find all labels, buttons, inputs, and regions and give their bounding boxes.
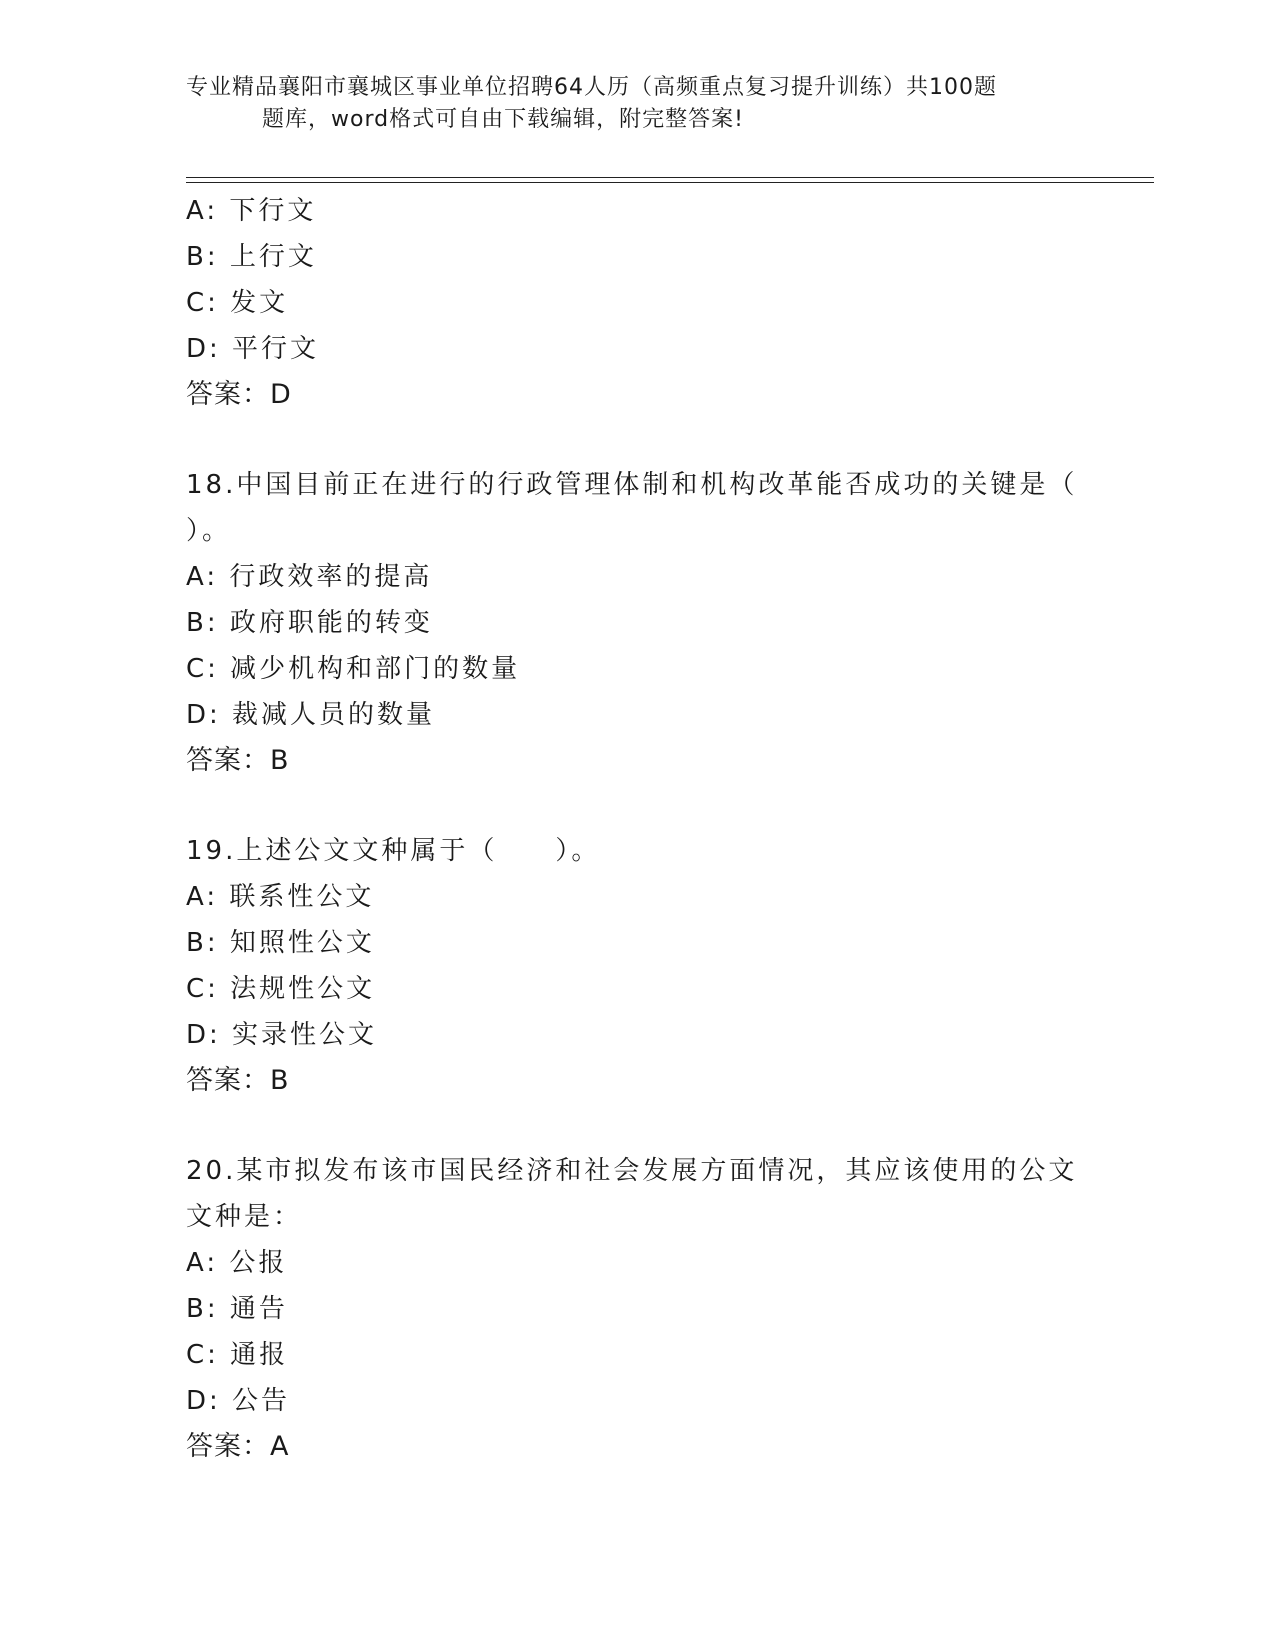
question-text-line: 20.某市拟发布该市国民经济和社会发展方面情况，其应该使用的公文	[186, 1156, 1078, 1186]
option-a: A: 下行文	[186, 196, 317, 226]
option-a: A: 公报	[186, 1248, 288, 1278]
answer: 答案：A	[186, 1431, 290, 1462]
header-line-1: 专业精品襄阳市襄城区事业单位招聘64人历（高频重点复习提升训练）共100题	[186, 75, 997, 100]
option-c: C: 法规性公文	[186, 974, 376, 1004]
option-b: B: 上行文	[186, 242, 317, 272]
header-divider-top	[186, 177, 1154, 178]
answer: 答案：B	[186, 745, 290, 776]
question-20	[186, 1148, 1086, 1470]
question-18	[186, 462, 1086, 784]
question-19	[186, 828, 1086, 1104]
option-c: C: 通报	[186, 1340, 289, 1370]
option-d: D: 实录性公文	[186, 1020, 378, 1050]
question-17-partial	[186, 188, 1086, 418]
option-a: A: 行政效率的提高	[186, 562, 433, 592]
option-b: B: 政府职能的转变	[186, 608, 433, 638]
question-text-line: 文种是：	[186, 1202, 303, 1232]
question-text-line: 18.中国目前正在进行的行政管理体制和机构改革能否成功的关键是（	[186, 470, 1078, 500]
option-c: C: 发文	[186, 288, 289, 318]
answer: 答案：D	[186, 379, 292, 410]
option-d: D: 公告	[186, 1386, 291, 1416]
document-header	[186, 72, 1066, 136]
option-d: D: 平行文	[186, 334, 320, 364]
header-line-2: 题库，word格式可自由下载编辑，附完整答案!	[262, 107, 744, 132]
header-divider-bottom	[186, 182, 1154, 183]
option-d: D: 裁减人员的数量	[186, 700, 436, 730]
question-text-line: 19.上述公文文种属于（ ）。	[186, 836, 601, 866]
option-b: B: 知照性公文	[186, 928, 375, 958]
question-text-line: ）。	[186, 516, 232, 546]
answer: 答案：B	[186, 1065, 290, 1096]
question-list	[186, 188, 1086, 1470]
option-c: C: 减少机构和部门的数量	[186, 654, 521, 684]
option-a: A: 联系性公文	[186, 882, 375, 912]
option-b: B: 通告	[186, 1294, 288, 1324]
